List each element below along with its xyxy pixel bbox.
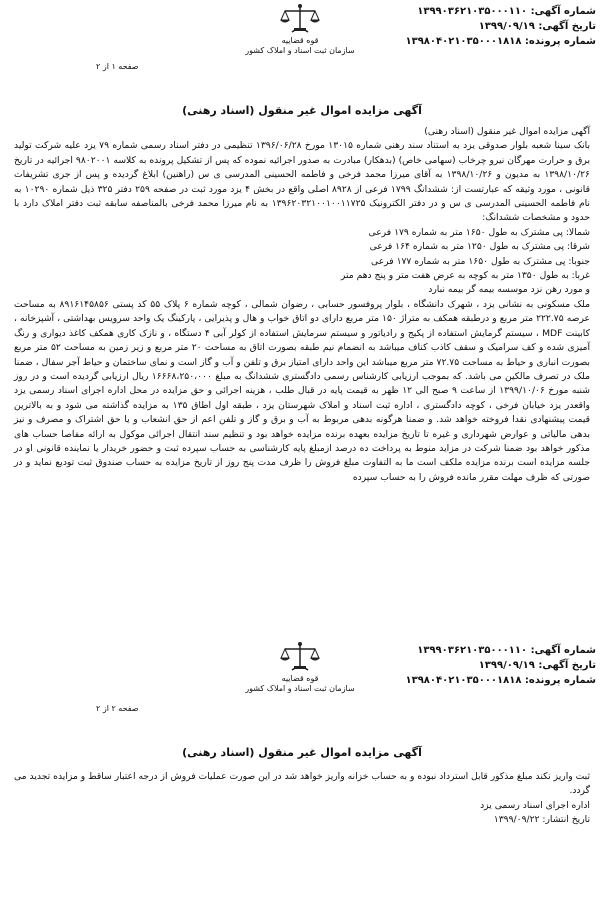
logo-caption-top: قوه قضاییه [281,36,319,45]
notice-subtitle: آگهی مزایده اموال غیر منقول (اسناد رهنی) [424,126,590,137]
page-label: صفحه ۱ از ۲ [96,62,139,71]
file-number: شماره پرونده: ۱۳۹۸۰۴۰۲۱۰۳۵۰۰۰۱۸۱۸ [405,675,596,686]
logo-caption-bottom: سازمان ثبت اسناد و املاک کشور [245,684,355,693]
ad-meta-block-2 [405,643,596,688]
boundary-north: شمالا: پی مشترک به طول ۱۶۵۰ متر به شماره ۱۷۹ فرعی [368,226,590,238]
office-name: اداره اجرای اسناد رسمی یزد [480,799,590,811]
page-label-2: صفحه ۲ از ۲ [96,704,139,713]
publish-date: تاریخ انتشار: ۱۳۹۹/۰۹/۲۲ [493,814,590,826]
boundary-east: شرقا: پی مشترک به طول ۱۲۵۰ متر به شماره ۱۶۴ فرعی [369,241,590,253]
ad-number: شماره آگهی: ۱۳۹۹۰۳۶۲۱۰۳۵۰۰۰۱۱۰ [417,6,596,17]
organization-logo-2 [240,640,360,694]
judiciary-scales-emblem-icon [278,2,322,36]
ad-date: تاریخ آگهی: ۱۳۹۹/۰۹/۱۹ [478,21,596,32]
ad-meta-block [405,4,596,49]
file-number: شماره پرونده: ۱۳۹۸۰۴۰۲۱۰۳۵۰۰۰۱۸۱۸ [405,36,596,47]
notice-paragraph: ثبت واریز نکند مبلغ مذکور قابل استرداد نبوده و به حساب خزانه واریز خواهد شد در این صورت عملیات فروش از درجه اعتبار ساقط و مزایده تجدید می گردد. [14,771,590,797]
notice-body [14,125,590,485]
logo-caption-bottom: سازمان ثبت اسناد و املاک کشور [245,46,355,55]
notice-title: آگهی مزایده اموال غیر منقول (اسناد رهنی) [182,104,422,117]
organization-logo [240,2,360,56]
logo-caption-top: قوه قضاییه [281,674,319,683]
ad-date: تاریخ آگهی: ۱۳۹۹/۰۹/۱۹ [478,660,596,671]
notice-body-2 [14,770,590,828]
ad-number: شماره آگهی: ۱۳۹۹۰۳۶۲۱۰۳۵۰۰۰۱۱۰ [417,645,596,656]
notice-paragraph: بانک سینا شعبه بلوار صدوقی یزد به استناد سند رهنی شماره ۱۳۰۱۵ مورخ ۱۳۹۶/۰۶/۲۸ تنظیمی در دفتر اسناد رسمی شماره ۷۹ یزد علیه شرکت تولید برق و حرارت مهرگان نیرو چرخاب (سهامی خاص) (بدهکار) مبادرت به صدور اجرائیه نموده که پس از تشکیل پرونده به کلاسه ۹۸۰۲۰۰۱ اجرائیه در تاریخ ۱۳۹۸/۱۰/۲۶ به مدیون و ۱۳۹۸/۱۰/۲۶ به آقای میرزا محمد فرخی و فاطمه الحسینی المدرسی ی س (راهنین) ابلاغ گردیده و پس از جری تشریفات قانونی ، مورد وثیقه که عبارتست از: ششدانگ ۱۷۹۹ فرعی از ۸۹۲۸ اصلی واقع در بخش ۴ یزد مورد ثبت در صفحه ۲۵۹ دفتر ۳۲۵ ذیل شماره ۱۰۲۹۰ به نام فاطمه الحسینی المدرسی ی س و در دفتر الکترونیک ۱۳۹۶۲۰۳۲۱۰۰۱۰۰۱۱۷۲۵ به نام میرزا محمد فرخی بالمناصفه سابقه ثبت دفتر املاک دارد با حدود و مشخصات ششدانگ: [14,140,591,224]
boundary-west: غربا: به طول ۱۳۵۰ متر به کوچه به عرض هفت متر و پنج دهم متر [340,270,590,282]
notice-title-2: آگهی مزایده اموال غیر منقول (اسناد رهنی) [182,746,422,759]
judiciary-scales-emblem-icon [278,640,322,674]
insurance-note: و مورد رهن نزد موسسه بیمه گر بیمه نبارد [428,284,590,296]
boundary-south: جنوبا: پی مشترک به طول ۱۶۵۰ متر به شماره ۱۷۷ فرعی [371,255,590,267]
property-description: ملک مسکونی به نشانی یزد ، شهرک دانشگاه ، بلوار پروفسور حسابی ، رضوان شمالی ، کوچه شماره ۶ پلاک ۵۵ کد پستی ۸۹۱۶۱۴۵۸۵۶ به مساحت عرصه ۲۲۲.۷۵ متر مربع و درطبقه همکف به متراژ ۱۵۰ متر مربع دارای دو اتاق خواب و هال و پذیرایی ، پارکینگ یک واحد سرویس بهداشتی ، آشپزخانه ، کابینت MDF ، سیستم گرمایش استفاده از پکیج و رادیاتور و سیستم سرمایش استفاده از کولر آبی ۴ دستگاه ، و نازک کاری همکف کاغذ دیواری و رنگ آمیزی شده و کف سرامیک و سقف کاذب کناف میباشد به انضمام نیم طبقه بصورت اتاق به مساحت ۲۰ متر مربع و زیر زمین به مساحت ۵۲ متر مربع بصورت انباری و حیاط به مساحت ۷۲.۷۵ متر مربع میباشد این واحد دارای امتیاز برق و تلفن و آب و گاز است و نمای ساختمان و حیاط آجر سفال ، ضمنا ملک در تصرف مالکین می باشد. که بموجب ارزیابی کارشناس رسمی دادگستری ششدانگ به مبلغ ۱۶۶۶۸،۲۵۰،۰۰۰ ریال ارزیابی گردیده است و در روز شنبه مورخ ۱۳۹۹/۱۰/۰۶ از ساعت ۹ صبح الی ۱۲ ظهر به قیمت پایه در قبال طلب ، هزینه اجرائی و حق مزایده در محل اداره اجرای اسناد رسمی یزد واقعدر یزد خیابان فرخی ، کوچه دادگستری ، اداره ثبت اسناد و املاک شهرستان یزد ، طبقه اول اطاق ۱۳۵ به مزایده گذاشته می شود و به بالاترین قیمت پیشنهادی نقدا فروخته خواهد شد. و ضمنا هرگونه بدهی مربوط به آب و برق و گاز و تلفن اعم از حق انشعاب و یا حق اشتراک و مصرف و نیز بدهی مالیاتی و عوارض شهرداری و غیره تا تاریخ مزایده بعهده برنده مزایده خواهد بود و تنظیم سند انتقال اجرائی موکول به ارائه مفاصا حساب های مذکور خواهد بود ضمنا شرکت در مزاید منوط به پرداخت ده درصد ازمبلغ پایه کارشناسی به حساب سپرده ثبت و حضور خریدار یا نماینده قانونی او در جلسه مزایده است برنده مزایده ملکف است ما به التفاوت مبلغ فروش را ظرف مدت پنج روز از تاریخ مزایده به حساب صندوق ثبت تودیع نماید و در صورتی که ظرف مهلت مقرر مانده فروش را به حساب سپرده [14,298,591,483]
